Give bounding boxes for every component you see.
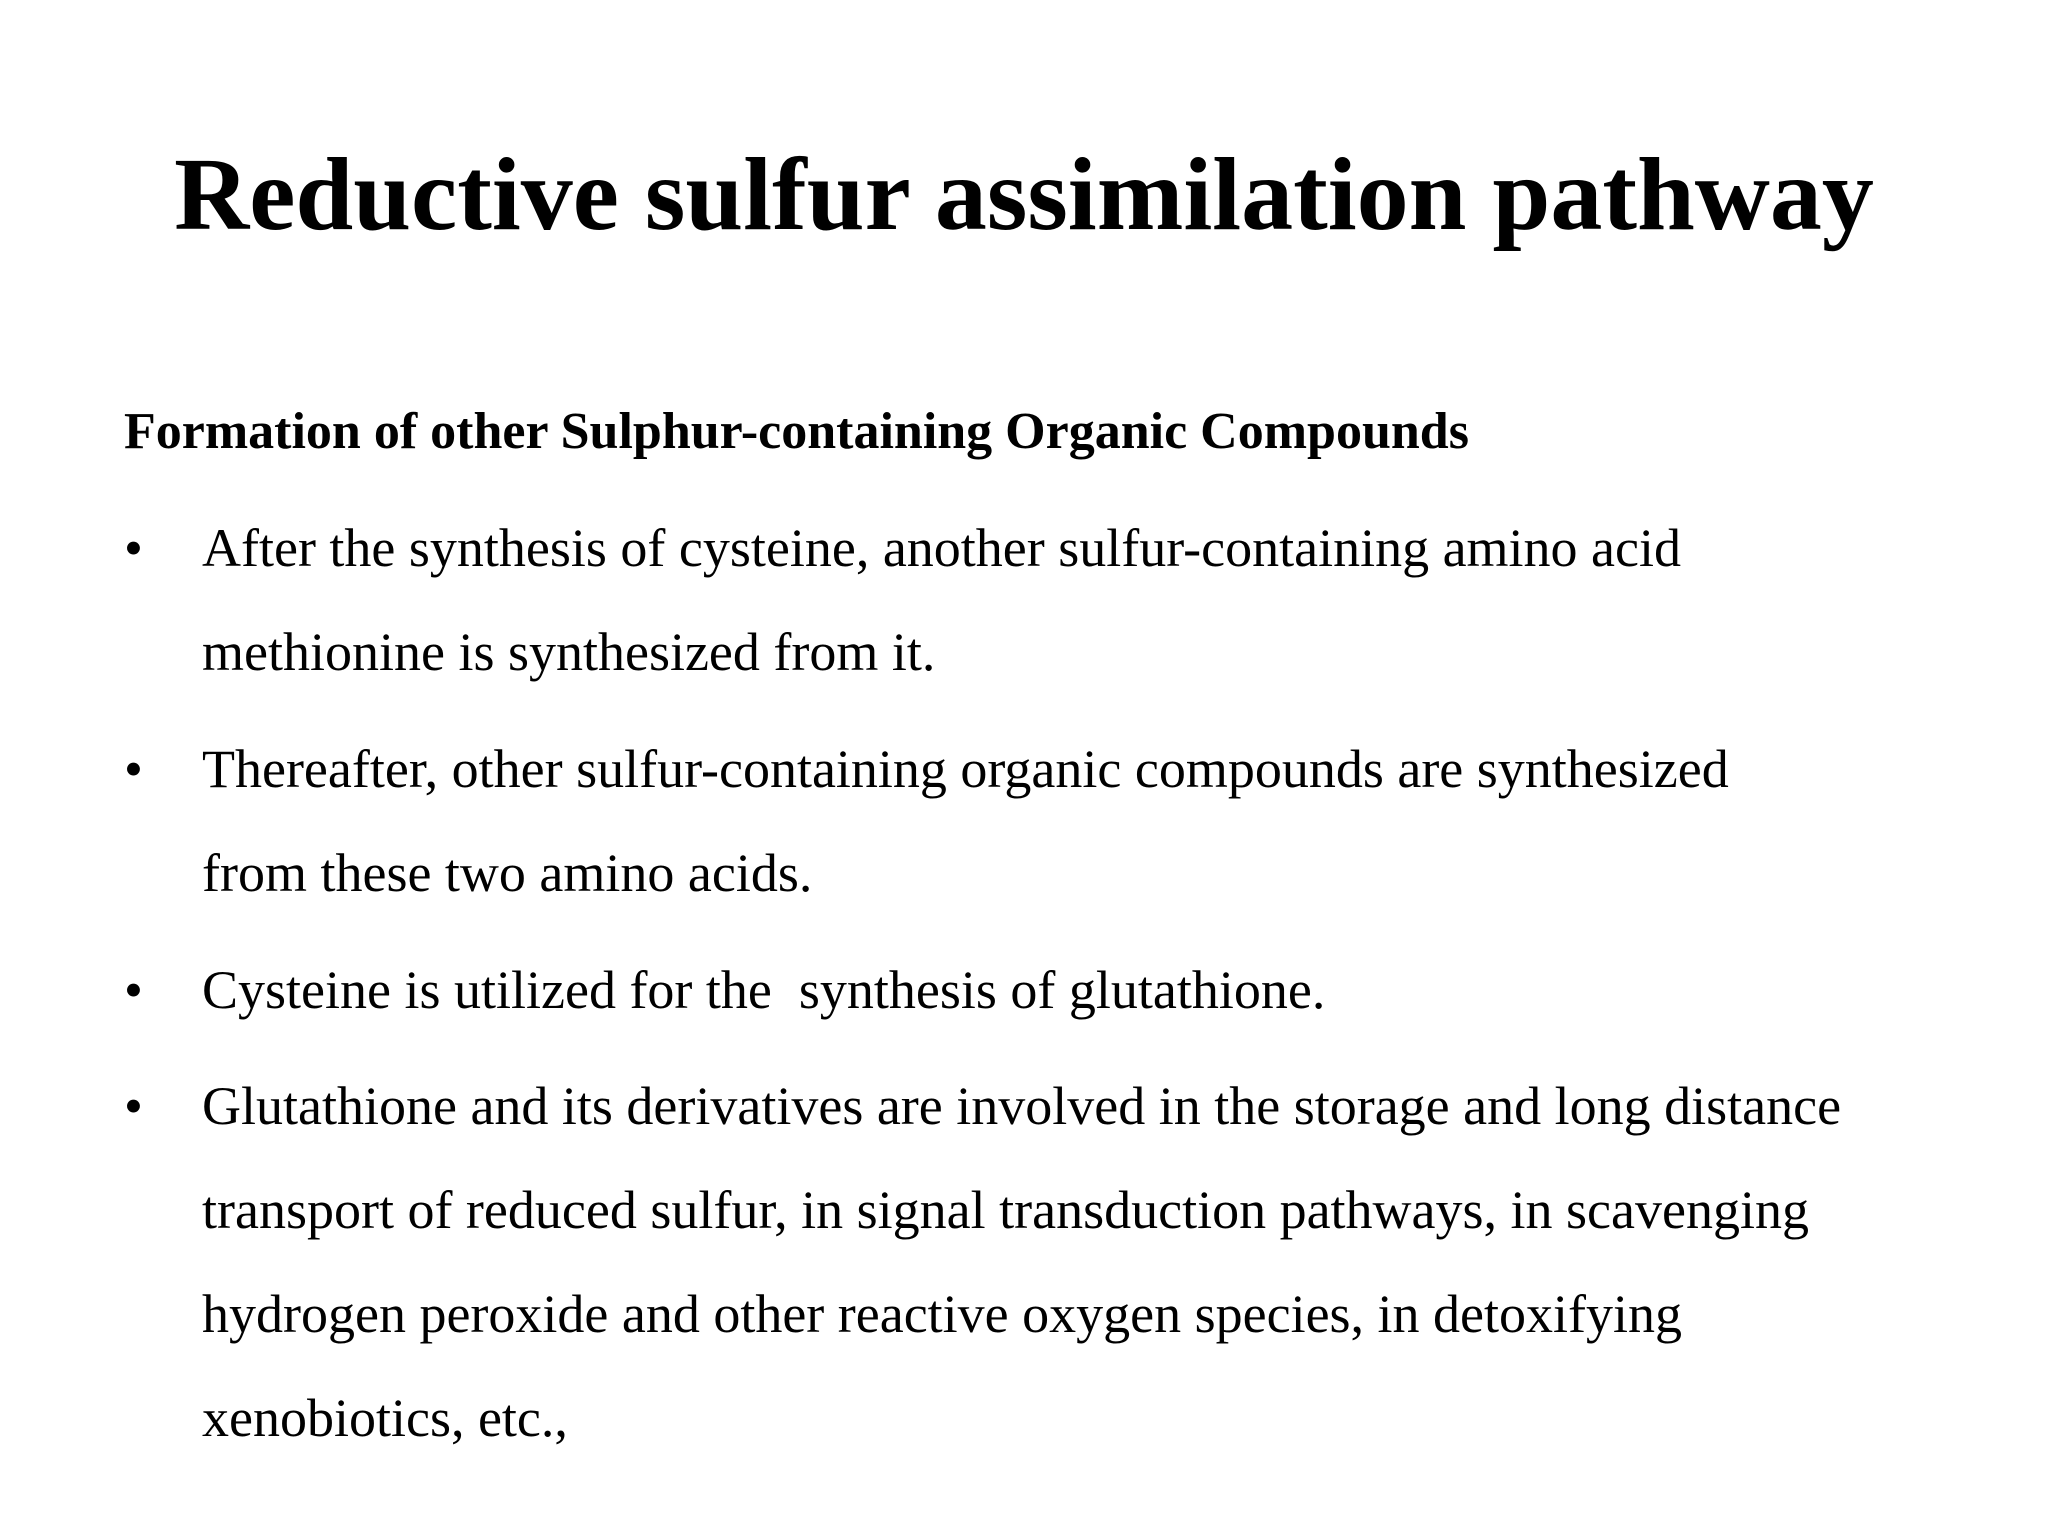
slide-title: Reductive sulfur assimilation pathway (174, 137, 1874, 252)
bullet-text: Thereafter, other sulfur-containing organic compounds are synthesized from these two amino acids. (202, 739, 1729, 903)
bullet-icon: • (124, 1076, 143, 1136)
bullet-icon: • (124, 960, 143, 1020)
bullet-icon: • (124, 739, 143, 799)
bullet-text: After the synthesis of cysteine, another sulfur-containing amino acid methionine is synthesized from it. (202, 518, 1681, 682)
section-subheading: Formation of other Sulphur-containing Organic Compounds (124, 403, 1469, 460)
bullet-text: Cysteine is utilized for the synthesis of glutathione. (202, 960, 1326, 1020)
bullet-text: Glutathione and its derivatives are involved in the storage and long distance transport of reduced sulfur, in signal transduction pathways, in scavenging hydrogen peroxide and other reactive oxygen species, in detoxifying xenobiotics, etc., (202, 1076, 1842, 1448)
bullet-icon: • (124, 518, 143, 578)
